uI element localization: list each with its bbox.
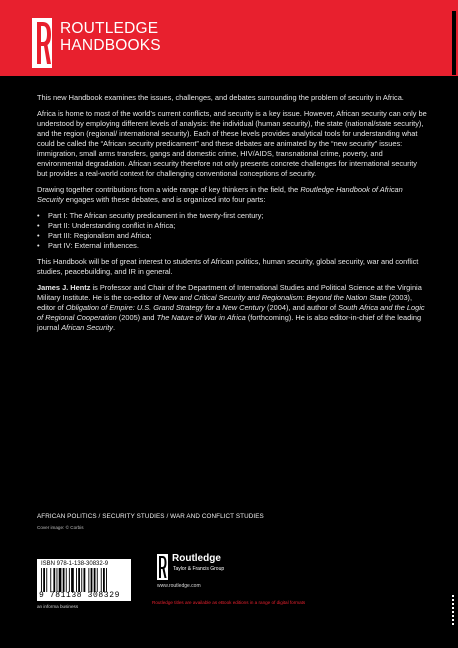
informa-line: an informa business xyxy=(37,604,79,609)
journal-title: African Security xyxy=(61,323,114,332)
bio-book-title: New and Critical Security and Regionalism: Beyond the Nation State xyxy=(162,293,387,302)
parts-list xyxy=(37,211,429,251)
bio-text: (2004), and author of xyxy=(265,303,339,312)
paragraph-intro: This new Handbook examines the issues, challenges, and debates surrounding the problem of security in Africa. xyxy=(37,93,404,102)
routledge-logo-icon xyxy=(32,18,52,68)
paragraph-contributions xyxy=(37,185,429,205)
ebook-note: Routledge titles are available as eBook editions in a range of digital formats xyxy=(152,600,306,605)
brand-line-1: ROUTLEDGE xyxy=(60,20,159,37)
isbn-label: ISBN 978-1-138-30832-9 xyxy=(41,561,109,567)
cover-credit: Cover image: © Corbis xyxy=(37,525,84,530)
author-name: James J. Hentz xyxy=(37,283,91,292)
publisher-name: Routledge xyxy=(172,553,221,564)
list-item: • Part IV: External influences. xyxy=(37,241,429,251)
edge-marks xyxy=(452,595,456,625)
barcode xyxy=(37,559,131,601)
paragraph-audience: This Handbook will be of great interest to students of African politics, human security, global security, war and conflict studies, peacebuilding, and IR in general. xyxy=(37,257,419,276)
bio-book-title: Obligation of Empire: U.S. Grand Strategy for a New Century xyxy=(65,303,265,312)
publisher-url[interactable]: www.routledge.com xyxy=(157,583,201,589)
paragraph-context: Africa is home to most of the world’s current conflicts, and security is a key issue. However, African security can only be understood by employing different levels of analysis: the individual (human security), the state (national/state security), and the region (regional/ international security). Each of these levels provides analytical tools for understanding what could be called the “African security predicament” and these debates are animated by the “new security” issues: immigration, small arms transfers, gangs and domestic crime, HIV/AIDS, transnational crime, poverty, and environmental degradation. African security therefore not only presents concrete challenges for international security but provides a real-world context for challenging conventional conceptions of security. xyxy=(37,109,427,178)
bio-text: (forthcoming). He is also editor-in-chief of the leading journal xyxy=(37,313,422,332)
subject-categories: AFRICAN POLITICS / SECURITY STUDIES / WAR AND CONFLICT STUDIES xyxy=(37,513,264,520)
header-banner xyxy=(0,0,458,76)
bio-text: (2003), editor of xyxy=(37,293,413,312)
list-item: • Part I: The African security predicament in the twenty-first century; xyxy=(37,211,429,221)
bio-text: is Professor and Chair of the Department of International Studies and Political Science at the Virginia Military Institute. He is the co-editor of xyxy=(37,283,422,302)
spine-edge xyxy=(452,11,456,75)
p3-text-b: engages with these debates, and is organized into four parts: xyxy=(63,195,266,204)
bio-book-title: The Nature of War in Africa xyxy=(156,313,246,322)
list-item: • Part II: Understanding conflict in Africa; xyxy=(37,221,429,231)
barcode-bars-icon xyxy=(40,568,128,592)
brand-line-2: HANDBOOKS xyxy=(60,37,161,54)
p3-text-a: Drawing together contributions from a wide range of key thinkers in the field, the xyxy=(37,185,301,194)
bio-book-title: South Africa and the Logic of Regional Cooperation xyxy=(37,303,425,322)
barcode-digits: 9 781138 308329 xyxy=(39,591,121,600)
book-title: Routledge Handbook of African Security xyxy=(37,185,403,204)
bio-text: . xyxy=(113,323,116,332)
publisher-group: Taylor & Francis Group xyxy=(173,566,225,572)
author-bio xyxy=(37,283,429,333)
publisher-logo-icon xyxy=(157,554,168,580)
list-item: • Part III: Regionalism and Africa; xyxy=(37,231,429,241)
series-brand xyxy=(60,20,161,54)
back-cover-blurb xyxy=(37,93,429,339)
bio-text: (2005) and xyxy=(116,313,157,322)
